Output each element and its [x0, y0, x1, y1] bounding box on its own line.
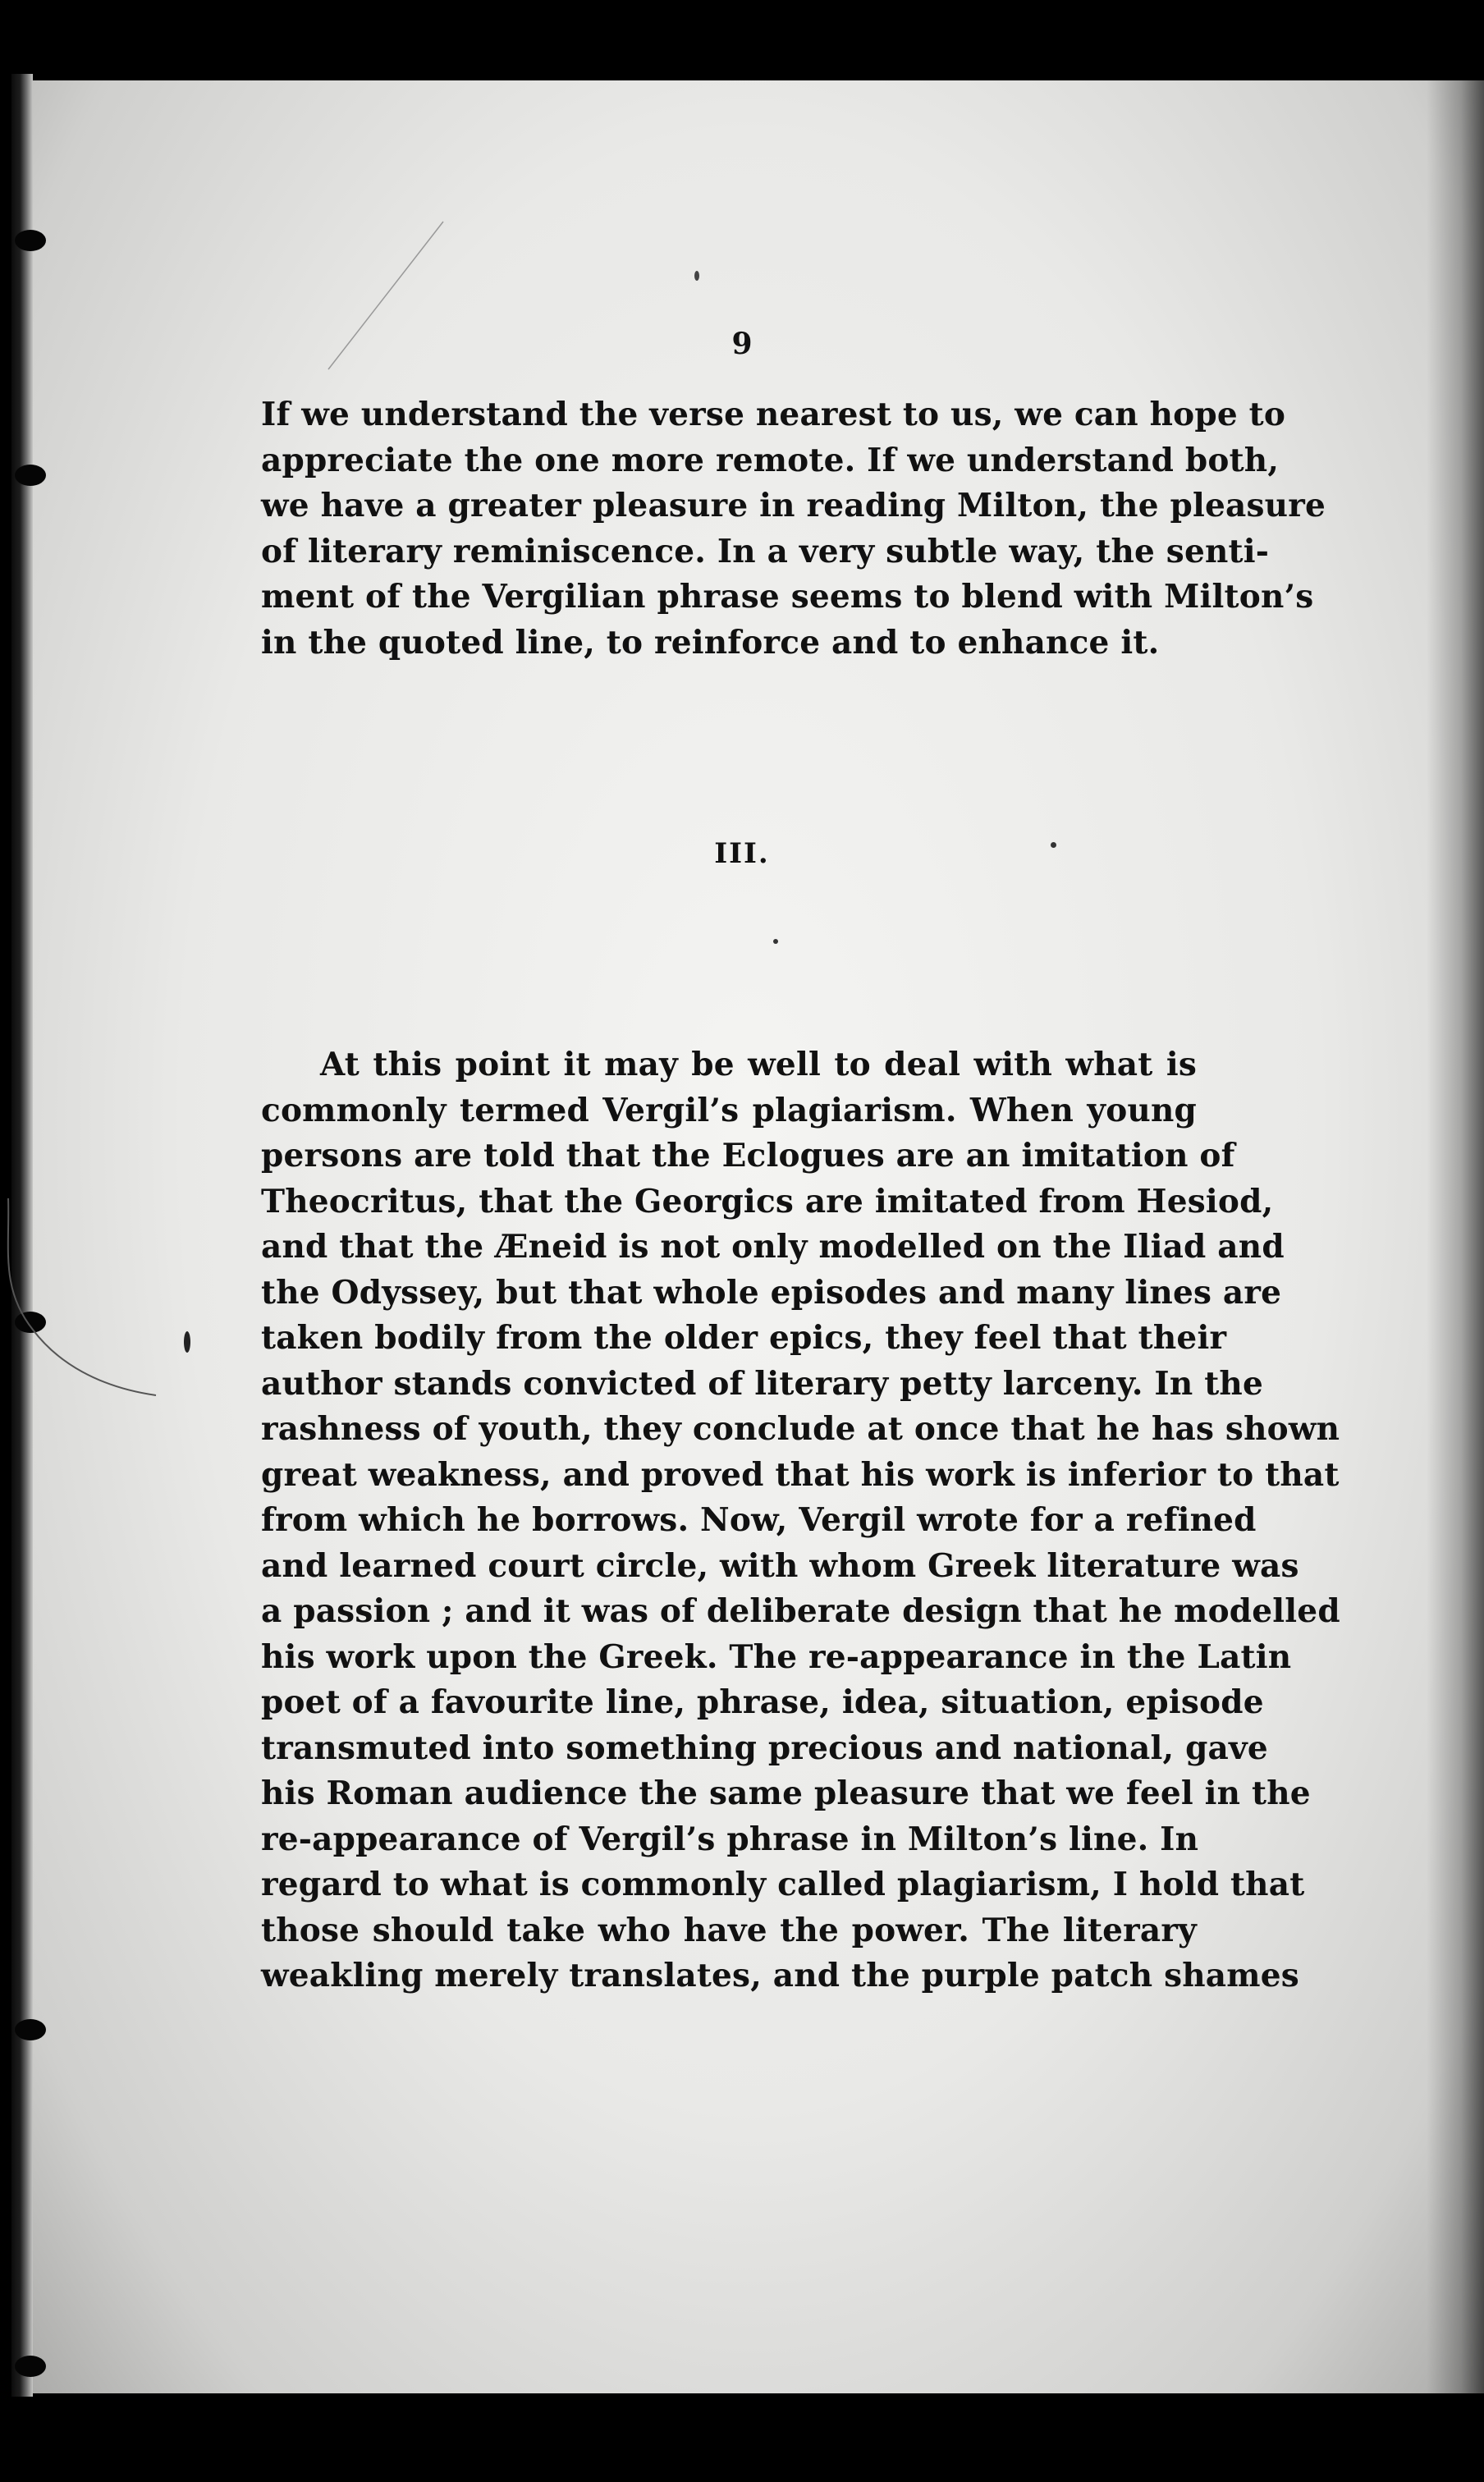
ink-speck [694, 271, 699, 281]
text-line: ment of the Vergilian phrase seems to blend with Milton’s [261, 578, 1314, 616]
binding-hole [15, 2019, 46, 2040]
text-line: At this point it may be well to deal with what is [320, 1046, 1197, 1083]
ink-speck [773, 939, 778, 944]
text-line: If we understand the verse nearest to us, we can hope to [261, 396, 1286, 433]
paragraph-two [261, 1042, 1340, 1999]
text-line: transmuted into something precious and national, gave [261, 1729, 1268, 1767]
binding-hole [15, 465, 46, 486]
page-edge-shadow [1427, 80, 1484, 2393]
text-line: those should take who have the power. The literary [261, 1911, 1197, 1949]
text-line: a passion ; and it was of deliberate design that he modelled [261, 1592, 1340, 1630]
text-line: from which he borrows. Now, Vergil wrote for a refined [261, 1501, 1257, 1539]
text-line: appreciate the one more remote. If we understand both, [261, 441, 1280, 479]
text-line: author stands convicted of literary petty larceny. In the [261, 1364, 1263, 1403]
text-line: we have a greater pleasure in reading Milton, the pleasure [261, 487, 1326, 524]
text-line: and that the Æneid is not only modelled on the Iliad and [261, 1228, 1285, 1266]
text-line: rashness of youth, they conclude at once that he has shown [261, 1410, 1340, 1448]
text-line: and learned court circle, with whom Greek literature was [261, 1546, 1299, 1585]
page-number: 9 [731, 327, 753, 361]
text-line: in the quoted line, to reinforce and to enhance it. [261, 623, 1160, 662]
text-line: of literary reminiscence. In a very subtle way, the senti- [261, 532, 1270, 570]
text-line: poet of a favourite line, phrase, idea, situation, episode [261, 1683, 1264, 1721]
paragraph-one [261, 392, 1326, 666]
text-line: persons are told that the Eclogues are an imitation of [261, 1137, 1235, 1175]
binding-hole [15, 2356, 46, 2377]
text-line: his work upon the Greek. The re-appearance in the Latin [261, 1637, 1292, 1676]
text-line: commonly termed Vergil’s plagiarism. When young [261, 1091, 1197, 1129]
text-line: his Roman audience the same pleasure that we feel in the [261, 1774, 1311, 1812]
text-line: re-appearance of Vergil’s phrase in Milton’s line. In [261, 1820, 1199, 1858]
text-line: weakling merely translates, and the purple patch shames [261, 1957, 1299, 1994]
text-line: taken bodily from the older epics, they feel that their [261, 1319, 1227, 1357]
ink-speck [184, 1331, 190, 1353]
binding-hole [15, 230, 46, 251]
text-line: Theocritus, that the Georgics are imitated from Hesiod, [261, 1182, 1274, 1220]
text-line: the Odyssey, but that whole episodes and many lines are [261, 1273, 1282, 1312]
text-line: regard to what is commonly called plagiarism, I hold that [261, 1866, 1305, 1903]
margin-pencil-mark [0, 1198, 164, 1412]
section-heading: III. [714, 837, 770, 870]
text-line: great weakness, and proved that his work is inferior to that [261, 1455, 1340, 1494]
